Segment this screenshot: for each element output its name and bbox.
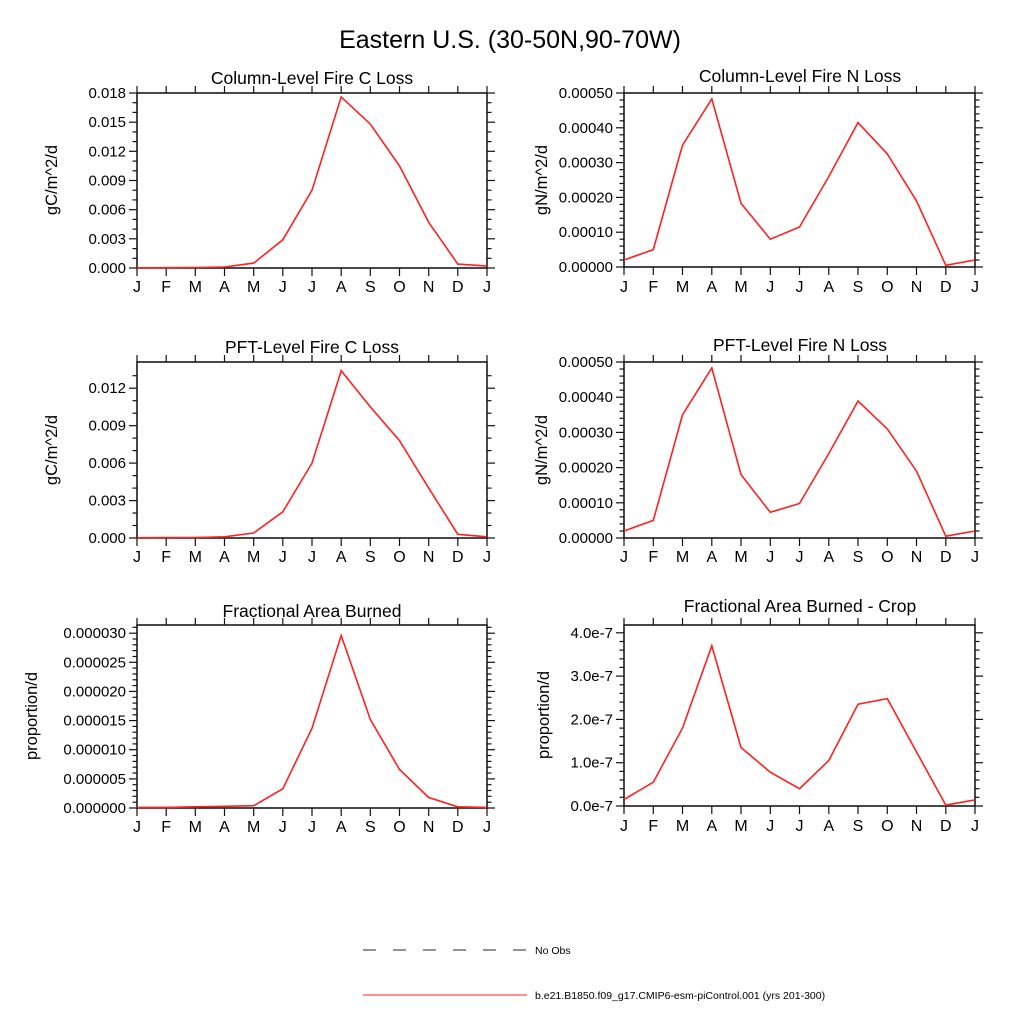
y-tick-label: 0.000015 (63, 712, 126, 730)
y-tick-label: 0.006 (88, 201, 126, 219)
legend-entry-run (363, 990, 825, 1002)
x-tick-label: J (971, 818, 979, 835)
x-tick-label: J (278, 549, 287, 566)
plot-frame (624, 625, 975, 806)
legend (363, 945, 825, 1002)
y-tick-label: 0.00020 (558, 459, 613, 477)
y-tick-label: 0.009 (88, 417, 126, 435)
y-tick-label: 0.000000 (63, 800, 126, 817)
x-tick-label: A (706, 279, 718, 296)
panel-pft-fire-c-loss (43, 337, 495, 566)
y-tick-label: 0.000020 (63, 683, 126, 701)
y-tick-label: 0.00000 (558, 530, 613, 547)
y-tick-label: 0.00040 (558, 119, 613, 137)
x-tick-label: A (335, 279, 347, 296)
x-tick-label: M (188, 819, 202, 836)
y-tick-label: 0.000030 (63, 625, 126, 643)
y-tick-label: 2.0e-7 (570, 711, 613, 729)
x-tick-label: M (188, 549, 202, 566)
x-tick-label: N (422, 279, 435, 296)
panel-fractional-area-burned (23, 601, 495, 836)
x-tick-label: F (648, 279, 659, 296)
x-tick-label: J (971, 279, 979, 296)
x-tick-label: A (706, 549, 718, 566)
y-tick-label: 0.000010 (63, 741, 126, 759)
x-tick-label: M (734, 549, 748, 566)
x-tick-label: F (161, 279, 172, 296)
x-tick-label: J (766, 549, 775, 566)
x-tick-label: D (452, 549, 464, 566)
x-tick-label: J (278, 279, 287, 296)
x-tick-label: J (483, 549, 491, 566)
legend-entry-no-obs (363, 945, 571, 957)
x-tick-label: O (393, 279, 406, 296)
plot-frame (137, 625, 487, 808)
x-tick-label: N (910, 818, 923, 835)
y-tick-label: 0.006 (88, 455, 126, 473)
x-tick-label: M (247, 819, 261, 836)
x-tick-label: J (795, 818, 804, 835)
series-line-model (137, 636, 487, 808)
x-tick-label: J (795, 549, 804, 566)
y-tick-label: 0.012 (88, 143, 126, 161)
panel-pft-fire-n-loss (533, 335, 983, 566)
x-tick-label: N (422, 549, 435, 566)
x-tick-label: N (422, 819, 435, 836)
x-tick-label: S (852, 549, 864, 566)
x-tick-label: A (823, 549, 835, 566)
figure-title: Eastern U.S. (30-50N,90-70W) (339, 26, 681, 54)
y-tick-label: 0.00030 (558, 154, 613, 172)
x-tick-label: A (219, 819, 230, 836)
x-tick-label: D (452, 819, 464, 836)
panel-title: Column-Level Fire C Loss (210, 68, 414, 88)
panel-title: Fractional Area Burned - Crop (683, 596, 917, 616)
y-tick-label: 0.00010 (558, 494, 613, 512)
y-tick-label: 3.0e-7 (570, 668, 613, 686)
x-tick-label: J (620, 279, 628, 296)
x-tick-label: F (648, 549, 659, 566)
y-tick-label: 0.000025 (63, 654, 126, 672)
x-tick-label: J (308, 819, 316, 836)
x-tick-label: J (133, 819, 141, 836)
x-tick-label: O (881, 549, 894, 566)
x-tick-label: J (620, 818, 628, 835)
x-tick-label: J (620, 549, 628, 566)
x-tick-label: M (734, 818, 748, 835)
x-tick-label: A (219, 549, 230, 566)
y-tick-label: 0.000005 (63, 770, 126, 788)
y-tick-label: 1.0e-7 (570, 754, 613, 772)
panel-title: Column-Level Fire N Loss (698, 66, 902, 86)
y-tick-label: 0.012 (88, 380, 126, 398)
x-tick-label: S (364, 819, 376, 836)
x-tick-label: O (881, 279, 894, 296)
y-tick-label: 0.003 (88, 492, 126, 510)
x-tick-label: F (648, 818, 659, 835)
y-tick-label: 0.009 (88, 172, 126, 190)
x-tick-label: A (706, 818, 718, 835)
y-tick-label: 0.00030 (558, 424, 613, 442)
x-tick-label: M (675, 279, 690, 296)
x-tick-label: S (364, 279, 376, 296)
x-tick-label: S (364, 549, 376, 566)
x-tick-label: J (278, 819, 287, 836)
run-label: b.e21.B1850.f09_g17.CMIP6-esm-piControl.001 (yrs 201-300) (535, 990, 826, 1002)
x-tick-label: J (308, 279, 316, 296)
x-tick-label: M (247, 279, 261, 296)
x-tick-label: A (823, 279, 835, 296)
series-line-model (624, 99, 975, 265)
y-axis-label: gN/m^2/d (533, 414, 551, 486)
x-tick-label: A (335, 549, 347, 566)
x-tick-label: D (452, 279, 464, 296)
no-obs-label: No Obs (535, 945, 571, 957)
y-tick-label: 0.0e-7 (570, 798, 613, 815)
y-axis-label: gN/m^2/d (533, 144, 551, 216)
y-tick-label: 0.00040 (558, 389, 613, 407)
x-tick-label: J (133, 549, 141, 566)
y-tick-label: 0.000 (88, 530, 126, 547)
x-tick-label: F (161, 549, 172, 566)
x-tick-label: J (133, 279, 141, 296)
x-tick-label: J (483, 279, 491, 296)
series-line-model (624, 368, 975, 536)
plot-frame (137, 93, 487, 268)
y-tick-label: 0.015 (88, 114, 126, 132)
x-tick-label: J (766, 818, 775, 835)
x-tick-label: N (910, 549, 923, 566)
x-tick-label: J (308, 549, 316, 566)
panel-title: PFT-Level Fire C Loss (224, 337, 400, 357)
x-tick-label: A (823, 818, 835, 835)
y-tick-label: 4.0e-7 (570, 624, 613, 642)
panel-title: PFT-Level Fire N Loss (712, 335, 888, 355)
x-tick-label: M (734, 279, 748, 296)
y-tick-label: 0.00050 (558, 354, 613, 371)
y-axis-label: proportion/d (23, 671, 41, 761)
plot-frame (624, 93, 975, 267)
x-tick-label: J (795, 279, 804, 296)
y-axis-label: gC/m^2/d (43, 144, 61, 216)
x-tick-label: J (971, 549, 979, 566)
x-tick-label: S (852, 279, 864, 296)
plot-frame (137, 362, 487, 538)
x-tick-label: O (393, 549, 406, 566)
series-line-model (624, 646, 975, 805)
series-line-model (137, 371, 487, 538)
x-tick-label: S (852, 818, 864, 835)
series-line-model (137, 97, 487, 268)
x-tick-label: F (161, 819, 172, 836)
x-tick-label: N (910, 279, 923, 296)
y-axis-label: proportion/d (535, 670, 553, 760)
panel-fractional-area-burned-crop (535, 596, 983, 835)
x-tick-label: O (881, 818, 894, 835)
x-tick-label: M (675, 549, 690, 566)
y-tick-label: 0.00050 (558, 85, 613, 102)
panel-title: Fractional Area Burned (222, 601, 402, 621)
y-axis-label: gC/m^2/d (43, 414, 61, 486)
x-tick-label: M (675, 818, 690, 835)
y-tick-label: 0.00010 (558, 224, 613, 242)
x-tick-label: A (335, 819, 347, 836)
panel-column-fire-n-loss (533, 66, 983, 296)
panel-column-fire-c-loss (43, 68, 495, 296)
x-tick-label: D (940, 549, 952, 566)
x-tick-label: D (940, 818, 952, 835)
y-tick-label: 0.000 (88, 260, 126, 277)
plot-frame (624, 362, 975, 538)
x-tick-label: J (483, 819, 491, 836)
y-tick-label: 0.018 (88, 85, 126, 102)
x-tick-label: O (393, 819, 406, 836)
x-tick-label: J (766, 279, 775, 296)
x-tick-label: M (247, 549, 261, 566)
y-tick-label: 0.00000 (558, 259, 613, 276)
x-tick-label: M (188, 279, 202, 296)
y-tick-label: 0.003 (88, 230, 126, 248)
x-tick-label: D (940, 279, 952, 296)
x-tick-label: A (219, 279, 230, 296)
y-tick-label: 0.00020 (558, 189, 613, 207)
